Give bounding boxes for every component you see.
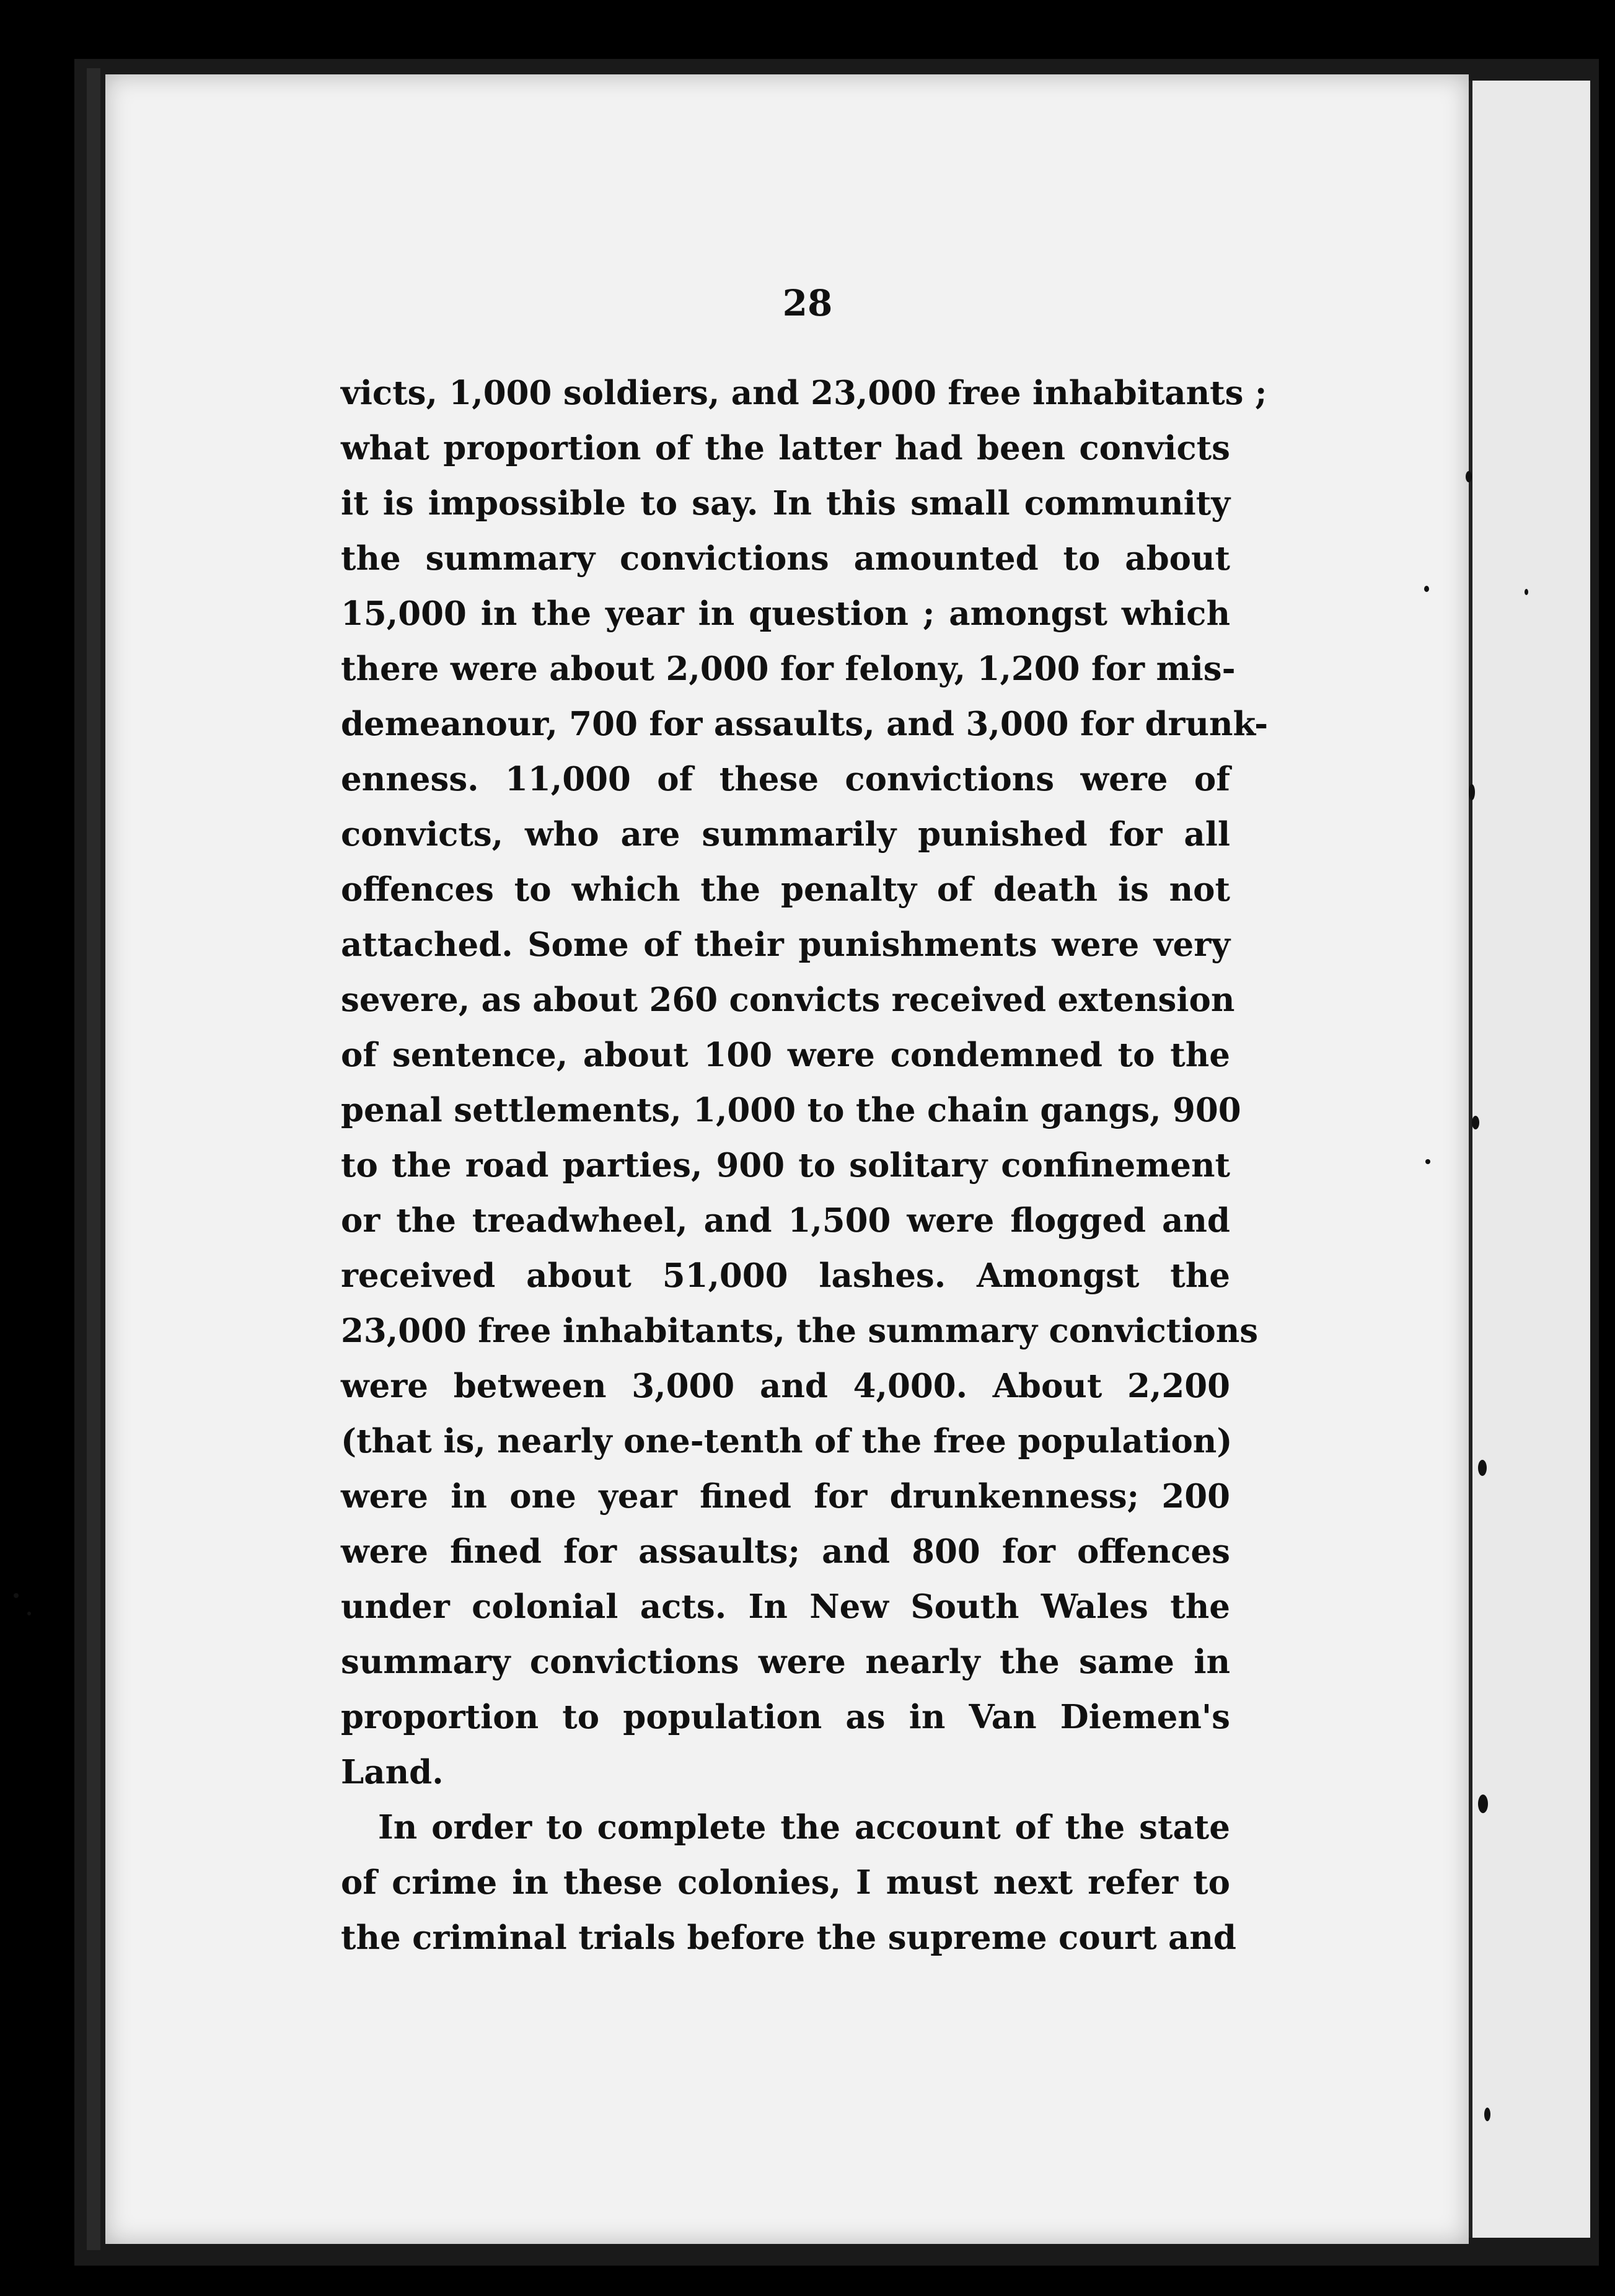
text-line: enness. 11,000 of these convictions were of xyxy=(341,760,1230,798)
text-line: Land. xyxy=(341,1753,444,1791)
text-line: convicts, who are summarily punished for all xyxy=(341,815,1230,854)
text-line: were between 3,000 and 4,000. About 2,200 xyxy=(341,1367,1230,1405)
text-line: it is impossible to say. In this small community xyxy=(341,484,1230,523)
text-line: (that is, nearly one-tenth of the free population) xyxy=(341,1422,1233,1460)
scan-speck xyxy=(14,1593,19,1598)
text-line: what proportion of the latter had been convicts xyxy=(341,429,1230,467)
scan-speck xyxy=(27,1612,31,1615)
text-line: the summary convictions amounted to about xyxy=(341,539,1230,578)
text-line: offences to which the penalty of death is not xyxy=(341,870,1230,909)
text-line: penal settlements, 1,000 to the chain gangs, 900 xyxy=(341,1091,1241,1129)
adjacent-page-strip xyxy=(1469,81,1590,2238)
text-line: 15,000 in the year in question ; amongst which xyxy=(341,594,1230,633)
text-line: or the treadwheel, and 1,500 were flogged and xyxy=(341,1201,1230,1240)
text-line: of crime in these colonies, I must next refer to xyxy=(341,1863,1230,1902)
text-line: of sentence, about 100 were condemned to the xyxy=(341,1036,1230,1074)
body-text xyxy=(341,366,1269,1966)
text-line: to the road parties, 900 to solitary confinement xyxy=(341,1146,1230,1185)
scan-speck xyxy=(1425,1159,1430,1164)
text-line: In order to complete the account of the state xyxy=(378,1808,1230,1847)
scan-speck xyxy=(1484,2108,1490,2121)
page-binding-edge xyxy=(87,68,100,2250)
text-line: there were about 2,000 for felony, 1,200 for mis- xyxy=(341,650,1236,688)
scan-speck xyxy=(1478,1795,1488,1813)
text-line: proportion to population as in Van Diemen's xyxy=(341,1698,1230,1736)
text-line: demeanour, 700 for assaults, and 3,000 for drunk- xyxy=(341,705,1269,743)
scan-speck xyxy=(1424,586,1429,592)
text-line: victs, 1,000 soldiers, and 23,000 free inhabitants ; xyxy=(341,374,1267,412)
text-line: received about 51,000 lashes. Amongst the xyxy=(341,1256,1230,1295)
scan-speck xyxy=(1472,1116,1479,1129)
text-line: attached. Some of their punishments were very xyxy=(341,925,1230,964)
text-line: 23,000 free inhabitants, the summary convictions xyxy=(341,1312,1259,1350)
text-line: summary convictions were nearly the same in xyxy=(341,1643,1230,1681)
text-line: the criminal trials before the supreme court and xyxy=(341,1918,1236,1957)
page-number: 28 xyxy=(782,282,833,324)
scan-speck xyxy=(1469,784,1475,800)
paragraph-1 xyxy=(341,366,1269,1800)
text-line: under colonial acts. In New South Wales the xyxy=(341,1587,1230,1626)
scan-speck xyxy=(1525,589,1528,595)
scan-speck xyxy=(1466,471,1472,482)
text-line: were in one year fined for drunkenness; 200 xyxy=(341,1477,1230,1516)
text-line: were fined for assaults; and 800 for offences xyxy=(341,1532,1230,1571)
text-line: severe, as about 260 convicts received extension xyxy=(341,981,1235,1019)
paragraph-2 xyxy=(341,1800,1236,1966)
scan-speck xyxy=(1478,1460,1487,1476)
